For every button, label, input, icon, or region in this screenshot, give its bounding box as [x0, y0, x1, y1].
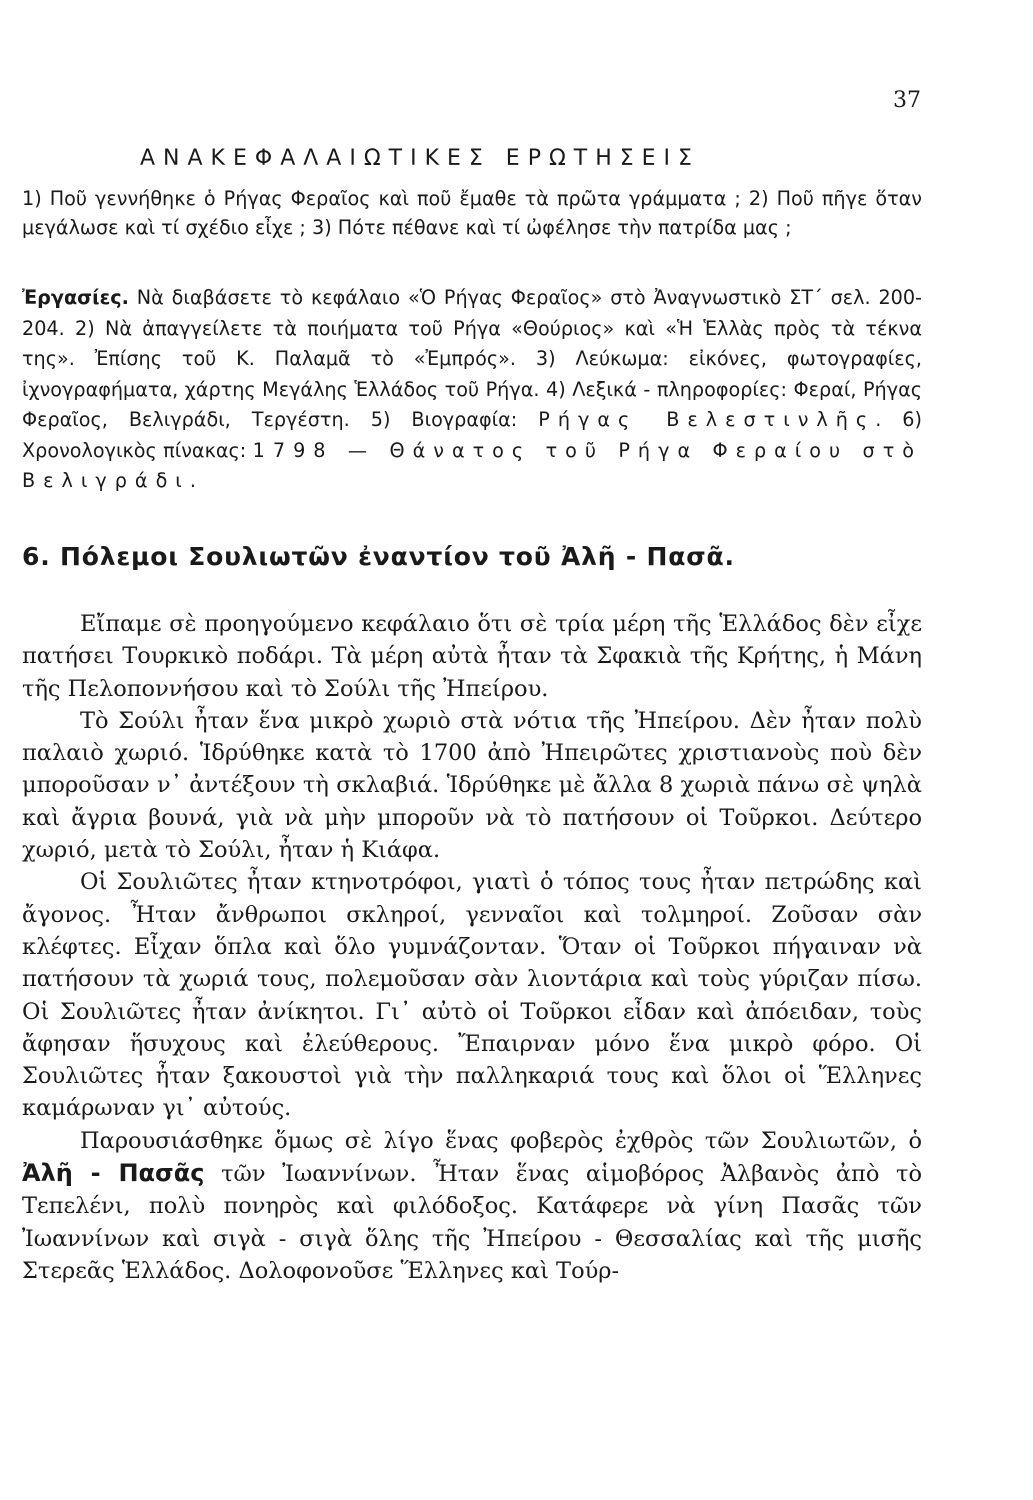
- tasks-end: .: [189, 469, 196, 492]
- body-paragraph-4-start: Παρουσιάσθηκε ὅμως σὲ λίγο ἕνας φοβερὸς ἐχθρὸς τῶν Σουλιωτῶν, ὁ: [80, 1127, 922, 1154]
- tasks-text: Νὰ διαβάσετε τὸ κεφάλαιο «Ὁ Ρήγας Φεραῖος» στὸ Ἀναγνωστικὸ ΣΤ΄ σελ. 200-204. 2) Νὰ ἀπαγγείλετε τὰ ποιήματα τοῦ Ρήγα «Θούριος» καὶ «Ἡ Ἑλλὰς πρὸς τὰ τέκνα της». Ἐπίσης τοῦ Κ. Παλαμᾶ τὸ «Ἐμπρός». 3) Λεύκωμα: εἰκόνες, φωτογραφίες, ἰχνογραφήματα, χάρτης Μεγάλης Ἑλλάδος τοῦ Ρήγα. 4) Λεξικά - πληροφορίες: Φεραί, Ρήγας Φεραῖος, Βελιγράδι, Τεργέστη. 5) Βιογραφία:: [22, 286, 922, 431]
- review-questions-heading: ΑΝΑΚΕΦΑΛΑΙΩΤΙΚΕΣ ΕΡΩΤΗΣΕΙΣ: [140, 146, 700, 171]
- tasks-spaced-name: Ρήγας Βελεστινλῆς: [538, 408, 876, 431]
- ali-pasha-name: Ἀλῆ - Πασᾶς: [22, 1159, 205, 1188]
- chapter-body: [22, 608, 922, 1287]
- body-paragraph-3: Οἱ Σουλιῶτες ἦταν κτηνοτρόφοι, γιατὶ ὁ τόπος τους ἦταν πετρώδης καὶ ἄγονος. Ἦταν ἄνθρωποι σκληροί, γενναῖοι καὶ τολμηροί. Ζοῦσαν σὰν κλέφτες. Εἶχαν ὅπλα καὶ ὅλο γυμνάζονταν. Ὅταν οἱ Τοῦρκοι πήγαιναν νὰ πατήσουν τὰ χωριά τους, πολεμοῦσαν σὰν λιοντάρια καὶ τοὺς γύριζαν πίσω. Οἱ Σουλιῶτες ἦταν ἀνίκητοι. Γι᾽ αὐτὸ οἱ Τοῦρκοι εἶδαν καὶ ἀπόειδαν, τοὺς ἄφησαν ἥσυχους καὶ ἐλεύθερους. Ἔπαιρναν μόνο ἕνα μικρὸ φόρο. Οἱ Σουλιῶτες ἦταν ξακουστοὶ γιὰ τὴν παλληκαριά τους καὶ ὅλοι οἱ Ἕλληνες καμάρωναν γι᾽ αὐτούς.: [22, 869, 922, 1122]
- tasks-paragraph: [22, 283, 922, 497]
- tasks-label: Ἐργασίες.: [22, 286, 129, 309]
- body-paragraph-2: Τὸ Σούλι ἦταν ἕνα μικρὸ χωριὸ στὰ νότια τῆς Ἠπείρου. Δὲν ἦταν πολὺ παλαιὸ χωριό. Ἱδρύθηκε κατὰ τὸ 1700 ἀπὸ Ἠπειρῶτες χριστιανοὺς ποὺ δὲν μποροῦσαν ν᾽ ἀντέξουν τὴ σκλαβιά. Ἱδρύθηκε μὲ ἄλλα 8 χωριὰ πάνω σὲ ψηλὰ καὶ ἄγρια βουνά, γιὰ νὰ μὴν μποροῦν νὰ τὸ πατήσουν οἱ Τοῦρκοι. Δεύτερο χωριό, μετὰ τὸ Σούλι, ἦταν ἡ Κιάφα.: [22, 707, 922, 864]
- review-questions: 1) Ποῦ γεννήθηκε ὁ Ρήγας Φεραῖος καὶ ποῦ ἔμαθε τὰ πρῶτα γράμματα ; 2) Ποῦ πῆγε ὅταν μεγάλωσε καὶ τί σχέδιο εἶχε ; 3) Πότε πέθανε καὶ τί ὠφέλησε τὴν πατρίδα μας ;: [22, 187, 922, 239]
- body-paragraph-4-end: τῶν Ἰωαννίνων. Ἦταν ἕνας αἱμοβόρος Ἀλβανὸς ἀπὸ τὸ Τεπελένι, πολὺ πονηρὸς καὶ φιλόδοξος. Κατάφερε νὰ γίνη Πασᾶς τῶν Ἰωαννίνων καὶ σιγὰ - σιγὰ ὅλης τῆς Ἠπείρου - Θεσσαλίας καὶ τῆς μισῆς Στερεᾶς Ἑλλάδος. Δολοφονοῦσε Ἕλληνες καὶ Τούρ-: [22, 1161, 922, 1284]
- chapter-title: 6. Πόλεμοι Σουλιωτῶν ἐναντίον τοῦ Ἀλῆ - Πασᾶ.: [22, 542, 735, 571]
- tasks-spaced-date: 1798 — Θάνατος τοῦ Ρήγα Φεραίου στὸ Βελιγράδι: [22, 438, 922, 492]
- page-number: 37: [893, 88, 921, 113]
- body-paragraph-4: [22, 1125, 922, 1287]
- tasks-text-2: . 6) Χρονολογικὸς πίνακας:: [22, 408, 922, 462]
- body-paragraph-1: Εἴπαμε σὲ προηγούμενο κεφάλαιο ὅτι σὲ τρία μέρη τῆς Ἑλλάδος δὲν εἶχε πατήσει Τουρκικὸ ποδάρι. Τὰ μέρη αὐτὰ ἦταν τὰ Σφακιὰ τῆς Κρήτης, ἡ Μάνη τῆς Πελοποννήσου καὶ τὸ Σούλι τῆς Ἠπείρου.: [22, 611, 922, 702]
